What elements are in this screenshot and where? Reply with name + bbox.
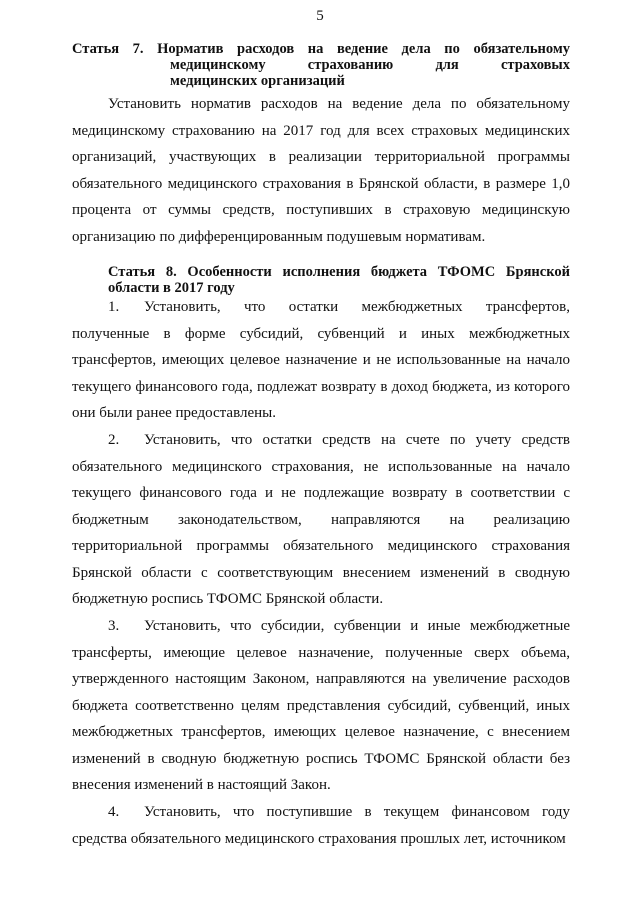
article-7-body: Установить норматив расходов на ведение дела по обязательному медицинскому страхованию на 2017 год для всех страховых медицинских организаций, участвующих в реализации территориальной программы обязательного медицинского страхования в Брянской области, в размере 1,0 процента от суммы средств, поступивших в страховую медицинскую организацию по дифференцированным подушевым нормативам.	[72, 96, 570, 245]
item-text: Установить, что субсидии, субвенции и иные межбюджетные трансферты, имеющие целевое назначение, полученные сверх объема, утвержденного настоящим Законом, направляются на увеличение расходов бюджета соответственно целям представления субсидий, субвенций, иных межбюджетных трансфертов, имеющих целевое назначение, с внесением изменений в сводную бюджетную роспись ТФОМС Брянской области без внесения изменений в настоящий Закон.	[72, 618, 570, 793]
item-number: 1.	[108, 299, 120, 315]
page-number: 5	[316, 8, 324, 24]
article-8-title-line1: Статья 8. Особенности исполнения бюджета ТФОМС Брянской	[108, 264, 570, 280]
article-7-title-line2: медицинскому страхованию для страховых	[170, 57, 570, 73]
article-8-item-3	[72, 613, 570, 799]
article-7-title	[72, 41, 570, 89]
item-number: 4.	[108, 804, 120, 820]
item-number: 2.	[108, 432, 120, 448]
article-8-item-4	[72, 799, 570, 852]
article-7-title-line3: медицинских организаций	[170, 73, 345, 89]
article-8-title-line2: области в 2017 году	[108, 280, 235, 296]
item-text: Установить, что остатки межбюджетных трансфертов, полученные в форме субсидий, субвенций и иных межбюджетных трансфертов, имеющих целевое назначение и не использованные на начало текущего финансового года, подлежат возврату в доход бюджета, из которого они были ранее предоставлены.	[72, 299, 570, 421]
article-8-title	[108, 264, 570, 296]
item-text: Установить, что остатки средств на счете по учету средств обязательного медицинского страхования, не использованные на начало текущего финансового года и не подлежащие возврату в соответствии с бюджетным законодательством, направляются на реализацию территориальной программы обязательного медицинского страхования Брянской области с соответствующим внесением изменений в сводную бюджетную роспись ТФОМС Брянской области.	[72, 432, 570, 607]
item-number: 3.	[108, 618, 120, 634]
item-text: Установить, что поступившие в текущем финансовом году средства обязательного медицинского страхования прошлых лет, источником	[72, 804, 570, 847]
article-7-title-line1: Статья 7. Норматив расходов на ведение дела по обязательному	[72, 41, 570, 57]
article-8-item-2	[72, 427, 570, 613]
article-8-item-1	[72, 294, 570, 427]
